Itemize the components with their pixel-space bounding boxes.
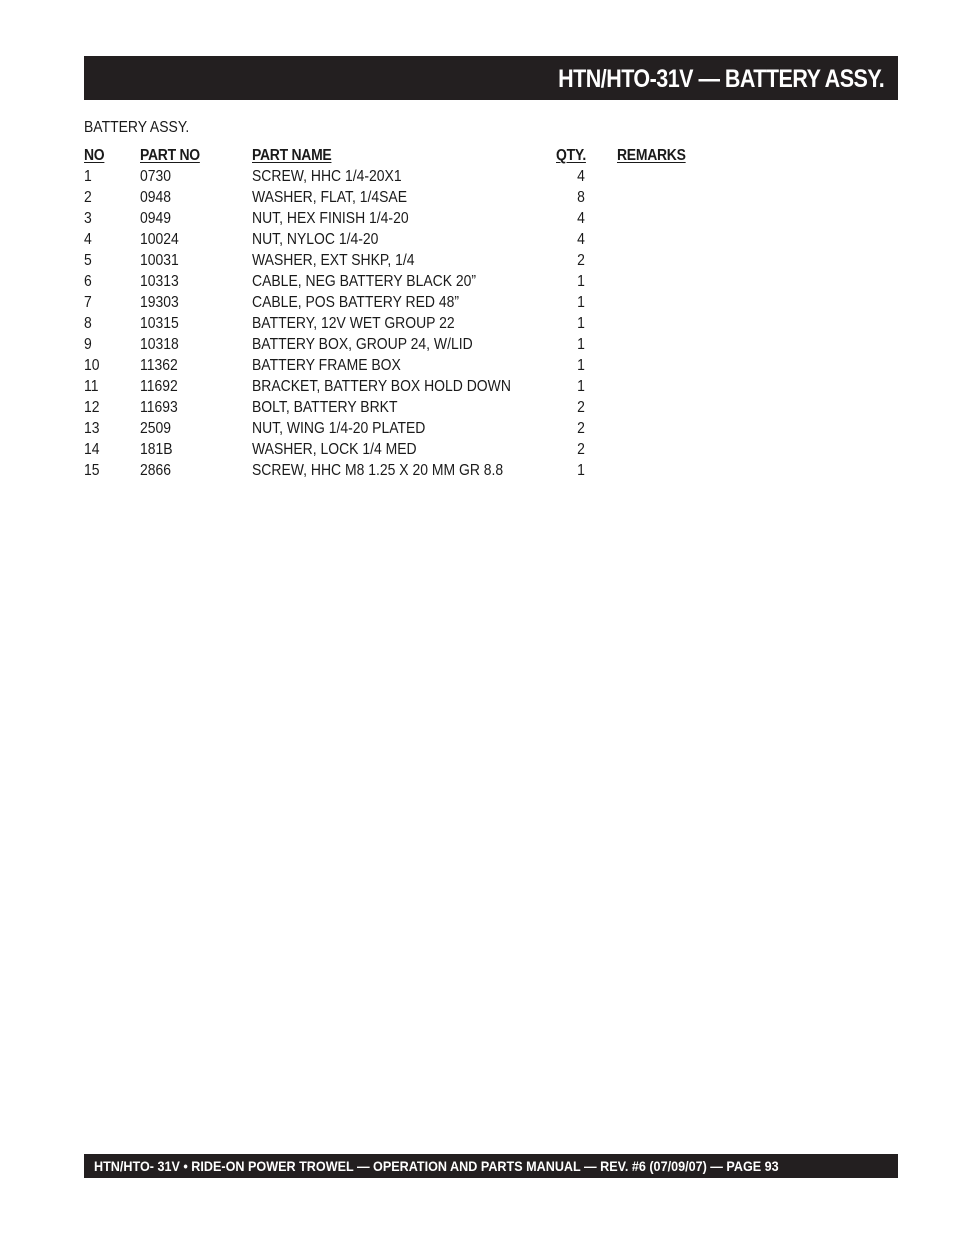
cell-qty: 1 bbox=[577, 294, 585, 311]
cell-qty: 4 bbox=[577, 168, 585, 185]
cell-part-name: WASHER, LOCK 1/4 MED bbox=[252, 441, 417, 458]
table-row bbox=[84, 460, 724, 481]
cell-qty: 2 bbox=[577, 420, 585, 437]
cell-part-no: 10313 bbox=[140, 273, 179, 290]
parts-table bbox=[84, 145, 724, 481]
cell-part-no: 0949 bbox=[140, 210, 172, 227]
cell-part-no: 0730 bbox=[140, 168, 172, 185]
cell-qty: 2 bbox=[577, 441, 585, 458]
cell-part-no: 10024 bbox=[140, 231, 179, 248]
cell-part-name: NUT, NYLOC 1/4-20 bbox=[252, 231, 379, 248]
cell-qty: 1 bbox=[577, 336, 585, 353]
cell-part-no: 10031 bbox=[140, 252, 179, 269]
column-header-remarks: REMARKS bbox=[617, 147, 686, 164]
cell-part-name: BRACKET, BATTERY BOX HOLD DOWN bbox=[252, 378, 511, 395]
cell-part-name: WASHER, EXT SHKP, 1/4 bbox=[252, 252, 415, 269]
cell-no: 11 bbox=[84, 378, 99, 395]
cell-part-name: BOLT, BATTERY BRKT bbox=[252, 399, 398, 416]
cell-no: 3 bbox=[84, 210, 92, 227]
cell-no: 8 bbox=[84, 315, 92, 332]
table-row bbox=[84, 397, 724, 418]
title-bar bbox=[84, 56, 898, 100]
cell-part-name: BATTERY FRAME BOX bbox=[252, 357, 401, 374]
table-row bbox=[84, 166, 724, 187]
cell-no: 5 bbox=[84, 252, 92, 269]
table-header-row bbox=[84, 145, 724, 166]
cell-no: 2 bbox=[84, 189, 92, 206]
cell-part-no: 19303 bbox=[140, 294, 179, 311]
cell-part-name: BATTERY, 12V WET GROUP 22 bbox=[252, 315, 455, 332]
cell-no: 12 bbox=[84, 399, 100, 416]
cell-part-no: 11362 bbox=[140, 357, 178, 374]
column-header-part-name: PART NAME bbox=[252, 147, 332, 164]
table-row bbox=[84, 292, 724, 313]
cell-qty: 8 bbox=[577, 189, 585, 206]
cell-part-name: CABLE, POS BATTERY RED 48” bbox=[252, 294, 459, 311]
column-header-no: NO bbox=[84, 147, 105, 164]
cell-qty: 1 bbox=[577, 462, 585, 479]
cell-part-name: SCREW, HHC 1/4-20X1 bbox=[252, 168, 402, 185]
cell-no: 9 bbox=[84, 336, 92, 353]
column-header-qty: QTY. bbox=[556, 147, 586, 164]
table-row bbox=[84, 271, 724, 292]
cell-no: 10 bbox=[84, 357, 100, 374]
table-row bbox=[84, 418, 724, 439]
cell-qty: 2 bbox=[577, 399, 585, 416]
cell-part-no: 11692 bbox=[140, 378, 178, 395]
footer-bar bbox=[84, 1154, 898, 1178]
cell-qty: 1 bbox=[577, 315, 585, 332]
cell-qty: 1 bbox=[577, 357, 585, 374]
cell-part-no: 10318 bbox=[140, 336, 179, 353]
cell-part-name: CABLE, NEG BATTERY BLACK 20” bbox=[252, 273, 477, 290]
cell-no: 6 bbox=[84, 273, 92, 290]
table-row bbox=[84, 334, 724, 355]
cell-part-name: SCREW, HHC M8 1.25 X 20 MM GR 8.8 bbox=[252, 462, 504, 479]
footer-text: HTN/HTO- 31V • RIDE-ON POWER TROWEL — OPERATION AND PARTS MANUAL — REV. #6 (07/09/07) — PAGE 93 bbox=[94, 1158, 779, 1174]
cell-no: 13 bbox=[84, 420, 100, 437]
cell-no: 15 bbox=[84, 462, 100, 479]
table-row bbox=[84, 208, 724, 229]
cell-qty: 4 bbox=[577, 210, 585, 227]
table-body bbox=[84, 166, 724, 481]
cell-part-name: NUT, HEX FINISH 1/4-20 bbox=[252, 210, 409, 227]
cell-part-no: 2509 bbox=[140, 420, 172, 437]
table-row bbox=[84, 229, 724, 250]
table-row bbox=[84, 313, 724, 334]
cell-qty: 4 bbox=[577, 231, 585, 248]
cell-part-no: 10315 bbox=[140, 315, 179, 332]
cell-no: 1 bbox=[84, 168, 92, 185]
table-row bbox=[84, 355, 724, 376]
cell-no: 7 bbox=[84, 294, 92, 311]
table-row bbox=[84, 376, 724, 397]
section-label: BATTERY ASSY. bbox=[84, 119, 190, 136]
table-row bbox=[84, 250, 724, 271]
cell-part-name: NUT, WING 1/4-20 PLATED bbox=[252, 420, 426, 437]
column-header-part-no: PART NO bbox=[140, 147, 200, 164]
cell-part-name: BATTERY BOX, GROUP 24, W/LID bbox=[252, 336, 473, 353]
cell-part-no: 11693 bbox=[140, 399, 178, 416]
cell-part-name: WASHER, FLAT, 1/4SAE bbox=[252, 189, 408, 206]
cell-qty: 1 bbox=[577, 378, 585, 395]
cell-no: 14 bbox=[84, 441, 100, 458]
cell-part-no: 2866 bbox=[140, 462, 172, 479]
table-row bbox=[84, 439, 724, 460]
table-row bbox=[84, 187, 724, 208]
cell-qty: 2 bbox=[577, 252, 585, 269]
cell-part-no: 0948 bbox=[140, 189, 172, 206]
cell-no: 4 bbox=[84, 231, 92, 248]
cell-qty: 1 bbox=[577, 273, 585, 290]
page-title: HTN/HTO-31V — BATTERY ASSY. bbox=[557, 65, 884, 93]
cell-part-no: 181B bbox=[140, 441, 173, 458]
